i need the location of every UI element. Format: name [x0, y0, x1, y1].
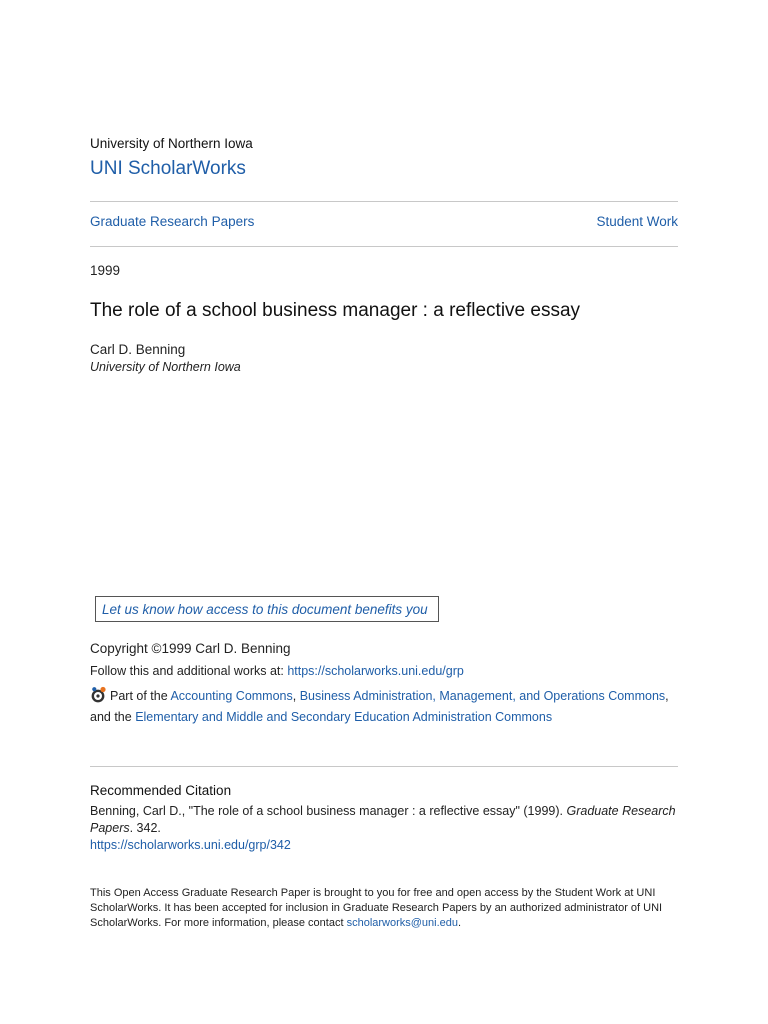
citation-heading: Recommended Citation [90, 783, 232, 798]
citation-series: Graduate Research Papers [90, 804, 676, 835]
collection-link[interactable]: Graduate Research Papers [90, 214, 255, 229]
citation-text [90, 803, 678, 837]
business-admin-commons-link[interactable]: Business Administration, Management, and Operations Commons [299, 689, 666, 703]
copyright-notice: Copyright ©1999 Carl D. Benning [90, 641, 291, 656]
footer-text: This Open Access Graduate Research Paper is brought to you for free and open access by the Student Work at UNI ScholarWorks. It has been accepted for inclusion in Graduate Research Papers by an authorized administrator of UNI ScholarWorks. For more information, please contact [90, 887, 663, 929]
benefit-feedback-link[interactable]: Let us know how access to this document benefits you [102, 601, 428, 617]
education-admin-commons-link[interactable]: Elementary and Middle and Secondary Education Administration Commons [135, 710, 553, 724]
follow-line [90, 664, 464, 678]
divider-top [90, 201, 678, 202]
accounting-commons-link[interactable]: Accounting Commons [170, 689, 293, 703]
citation-url-link[interactable]: https://scholarworks.uni.edu/grp/342 [90, 838, 291, 852]
repository-link[interactable]: UNI ScholarWorks [90, 158, 246, 179]
author-name: Carl D. Benning [90, 342, 186, 357]
commons-separator-2: , [665, 689, 669, 703]
author-affiliation: University of Northern Iowa [90, 360, 241, 374]
commons-and-the: and the [90, 710, 136, 724]
parent-collection-link[interactable]: Student Work [596, 214, 678, 229]
citation-body: Benning, Carl D., "The role of a school business manager : a reflective essay" (1999). [90, 804, 567, 818]
contact-email-link[interactable]: scholarworks@uni.edu [346, 917, 459, 929]
follow-url-link[interactable]: https://scholarworks.uni.edu/grp [287, 664, 464, 678]
publication-year: 1999 [90, 263, 121, 278]
institution-name: University of Northern Iowa [90, 136, 253, 151]
divider-citation [90, 766, 678, 767]
paper-title: The role of a school business manager : a reflective essay [90, 300, 581, 321]
network-commons-icon [90, 686, 107, 703]
commons-separator-1: , [292, 689, 300, 703]
commons-prefix: Part of the [110, 689, 171, 703]
commons-line [90, 686, 678, 728]
citation-number: . 342. [129, 821, 161, 835]
footer-notice [90, 886, 678, 931]
benefit-feedback-box [95, 596, 439, 622]
follow-prefix: Follow this and additional works at: [90, 664, 288, 678]
footer-end: . [458, 917, 462, 929]
divider-nav [90, 246, 678, 247]
